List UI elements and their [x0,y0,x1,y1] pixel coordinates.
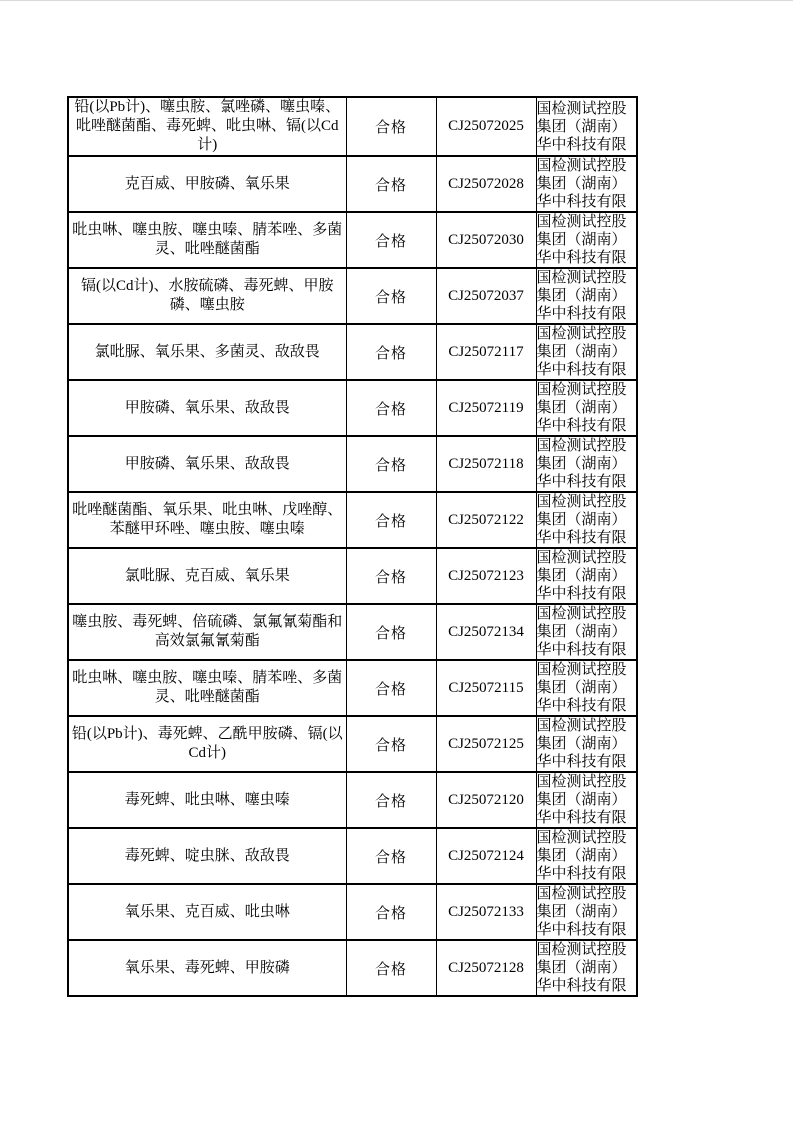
agency-cell [536,324,637,380]
report-code-cell [436,380,536,436]
table-row [68,380,637,436]
agency-line: 国检测试控股 [536,662,627,678]
agency-text [537,325,637,379]
substances-text: 甲胺磷、氧乐果、敌敌畏 [124,455,290,472]
agency-line: 国检测试控股 [536,438,627,454]
table-row [68,716,637,772]
report-code-cell [436,604,536,660]
status-text: 合格 [374,569,407,586]
report-code-text: CJ25072123 [448,567,524,584]
status-cell [346,212,436,268]
report-code-cell [436,716,536,772]
agency-line: 集团（湖南） [536,400,627,416]
substances-text: 氧乐果、毒死蜱、甲胺磷 [124,959,290,976]
agency-line: 华中科技有限 [536,136,627,153]
substances-text: 毒死蜱、啶虫脒、敌敌畏 [124,847,290,864]
status-text: 合格 [374,961,407,978]
substances-text: 氯吡脲、克百威、氧乐果 [124,567,290,584]
agency-line: 集团（湖南） [536,176,627,192]
inspection-results-table [67,96,638,997]
status-cell [346,324,436,380]
status-text: 合格 [374,401,407,418]
substances-cell [68,268,346,324]
substances-text: 吡虫啉、噻虫胺、噻虫嗪、腈苯唑、多菌灵、吡唑醚菌酯 [72,222,343,257]
agency-text [537,213,637,267]
table-body [68,97,637,996]
status-cell [346,156,436,212]
substances-text: 克百威、甲胺磷、氧乐果 [124,175,290,192]
status-text: 合格 [374,681,407,698]
report-code-text: CJ25072134 [448,623,524,640]
agency-line: 国检测试控股 [536,774,627,790]
table-row [68,884,637,940]
report-code-text: CJ25072117 [448,343,524,360]
report-code-cell [436,97,536,156]
report-code-text: CJ25072028 [448,175,524,192]
report-code-cell [436,268,536,324]
status-text: 合格 [374,793,407,810]
status-cell [346,97,436,156]
agency-line: 集团（湖南） [536,456,627,472]
agency-cell [536,940,637,996]
agency-line: 集团（湖南） [536,344,627,360]
agency-line: 集团（湖南） [536,288,627,304]
agency-cell [536,156,637,212]
agency-line: 华中科技有限 [536,754,627,770]
status-cell [346,716,436,772]
agency-text [537,717,637,771]
agency-cell [536,660,637,716]
status-text: 合格 [374,120,407,136]
substances-cell [68,548,346,604]
status-cell [346,940,436,996]
status-text: 合格 [374,849,407,866]
agency-cell [536,212,637,268]
report-code-cell [436,828,536,884]
agency-line: 国检测试控股 [536,830,627,846]
agency-line: 华中科技有限 [536,698,627,714]
agency-text [537,381,637,435]
substances-text: 铅(以Pb计)、毒死蜱、乙酰甲胺磷、镉(以Cd计) [71,726,343,761]
report-code-cell [436,156,536,212]
report-code-cell [436,940,536,996]
report-code-text: CJ25072118 [448,455,524,472]
agency-line: 华中科技有限 [536,642,627,658]
agency-line: 华中科技有限 [536,978,627,994]
table-row [68,156,637,212]
agency-text [537,661,637,715]
agency-line: 国检测试控股 [536,382,627,398]
substances-cell [68,604,346,660]
substances-cell [68,828,346,884]
agency-text [537,549,637,603]
table-row [68,660,637,716]
status-text: 合格 [374,345,407,362]
agency-cell [536,492,637,548]
report-code-text: CJ25072119 [448,399,524,416]
substances-cell [68,156,346,212]
substances-cell [68,492,346,548]
table-row [68,97,637,156]
status-text: 合格 [374,737,407,754]
agency-text [537,941,637,995]
agency-line: 华中科技有限 [536,530,627,546]
report-code-text: CJ25072125 [448,735,524,752]
agency-line: 集团（湖南） [536,568,627,584]
table-row [68,436,637,492]
agency-cell [536,380,637,436]
substances-text: 氯吡脲、氧乐果、多菌灵、敌敌畏 [94,343,320,360]
agency-line: 集团（湖南） [536,736,627,752]
agency-line: 集团（湖南） [536,118,627,135]
agency-line: 华中科技有限 [536,866,627,882]
agency-text [537,269,637,323]
report-code-text: CJ25072122 [448,511,524,528]
agency-text [537,829,637,883]
table-row [68,268,637,324]
table-row [68,772,637,828]
substances-text: 毒死蜱、吡虫啉、噻虫嗪 [124,791,290,808]
report-code-text: CJ25072025 [448,118,524,134]
status-text: 合格 [374,905,407,922]
agency-text [537,157,637,211]
status-cell [346,548,436,604]
agency-cell [536,268,637,324]
agency-line: 集团（湖南） [536,624,627,640]
status-cell [346,772,436,828]
substances-cell [68,772,346,828]
agency-line: 国检测试控股 [536,158,627,174]
agency-text [537,100,637,154]
agency-line: 国检测试控股 [536,326,627,342]
agency-cell [536,828,637,884]
substances-text: 吡虫啉、噻虫胺、噻虫嗪、腈苯唑、多菌灵、吡唑醚菌酯 [72,670,343,705]
status-text: 合格 [374,233,407,250]
table-row [68,212,637,268]
table-row [68,548,637,604]
agency-cell [536,716,637,772]
status-text: 合格 [374,457,407,474]
agency-line: 华中科技有限 [536,194,627,210]
agency-text [537,885,637,939]
status-cell [346,604,436,660]
substances-cell [68,660,346,716]
agency-text [537,773,637,827]
substances-text: 吡唑醚菌酯、氧乐果、吡虫啉、戊唑醇、苯醚甲环唑、噻虫胺、噻虫嗪 [72,502,343,537]
report-code-text: CJ25072124 [448,847,524,864]
agency-line: 华中科技有限 [536,250,627,266]
agency-line: 集团（湖南） [536,792,627,808]
status-text: 合格 [374,289,407,306]
agency-line: 国检测试控股 [536,942,627,958]
report-code-text: CJ25072115 [448,679,524,696]
agency-cell [536,604,637,660]
status-cell [346,884,436,940]
page-top-edge [0,0,793,1]
agency-line: 国检测试控股 [536,100,627,117]
report-code-cell [436,548,536,604]
agency-cell [536,772,637,828]
status-text: 合格 [374,177,407,194]
agency-cell [536,436,637,492]
substances-cell [68,716,346,772]
agency-cell [536,97,637,156]
substances-cell [68,380,346,436]
report-code-cell [436,884,536,940]
report-code-text: CJ25072120 [448,791,524,808]
agency-line: 华中科技有限 [536,362,627,378]
agency-line: 华中科技有限 [536,586,627,602]
substances-cell [68,940,346,996]
report-code-cell [436,660,536,716]
agency-line: 华中科技有限 [536,810,627,826]
substances-cell [68,436,346,492]
status-text: 合格 [374,513,407,530]
substances-text: 甲胺磷、氧乐果、敌敌畏 [124,399,290,416]
agency-line: 集团（湖南） [536,680,627,696]
agency-line: 集团（湖南） [536,848,627,864]
status-text: 合格 [374,625,407,642]
substances-cell [68,97,346,156]
report-code-text: CJ25072037 [448,287,524,304]
agency-cell [536,884,637,940]
report-code-cell [436,772,536,828]
status-cell [346,660,436,716]
agency-line: 国检测试控股 [536,494,627,510]
report-code-text: CJ25072128 [448,959,524,976]
substances-cell [68,884,346,940]
report-code-text: CJ25072133 [448,903,524,920]
agency-line: 华中科技有限 [536,306,627,322]
report-code-cell [436,212,536,268]
report-code-cell [436,324,536,380]
status-cell [346,436,436,492]
status-cell [346,492,436,548]
agency-line: 集团（湖南） [536,512,627,528]
agency-text [537,437,637,491]
agency-line: 国检测试控股 [536,886,627,902]
substances-cell [68,212,346,268]
agency-line: 华中科技有限 [536,474,627,490]
table-row [68,324,637,380]
substances-text: 氧乐果、克百威、吡虫啉 [124,903,290,920]
substances-text: 铅(以Pb计)、噻虫胺、氯唑磷、噻虫嗪、吡唑醚菌酯、毒死蜱、吡虫啉、镉(以Cd计) [74,99,341,153]
report-code-cell [436,436,536,492]
status-cell [346,828,436,884]
table-row [68,828,637,884]
substances-text: 镉(以Cd计)、水胺硫磷、毒死蜱、甲胺磷、噻虫胺 [81,278,334,313]
agency-line: 国检测试控股 [536,214,627,230]
status-cell [346,380,436,436]
report-code-cell [436,492,536,548]
substances-cell [68,324,346,380]
agency-line: 国检测试控股 [536,718,627,734]
agency-cell [536,548,637,604]
table-row [68,492,637,548]
agency-line: 国检测试控股 [536,270,627,286]
agency-line: 集团（湖南） [536,904,627,920]
agency-line: 华中科技有限 [536,922,627,938]
report-code-text: CJ25072030 [448,231,524,248]
agency-line: 华中科技有限 [536,418,627,434]
table-row [68,604,637,660]
agency-line: 集团（湖南） [536,960,627,976]
agency-text [537,605,637,659]
substances-text: 噻虫胺、毒死蜱、倍硫磷、氯氟氰菊酯和高效氯氟氰菊酯 [72,614,343,649]
table-row [68,940,637,996]
status-cell [346,268,436,324]
agency-line: 国检测试控股 [536,606,627,622]
agency-line: 国检测试控股 [536,550,627,566]
agency-line: 集团（湖南） [536,232,627,248]
agency-text [537,493,637,547]
